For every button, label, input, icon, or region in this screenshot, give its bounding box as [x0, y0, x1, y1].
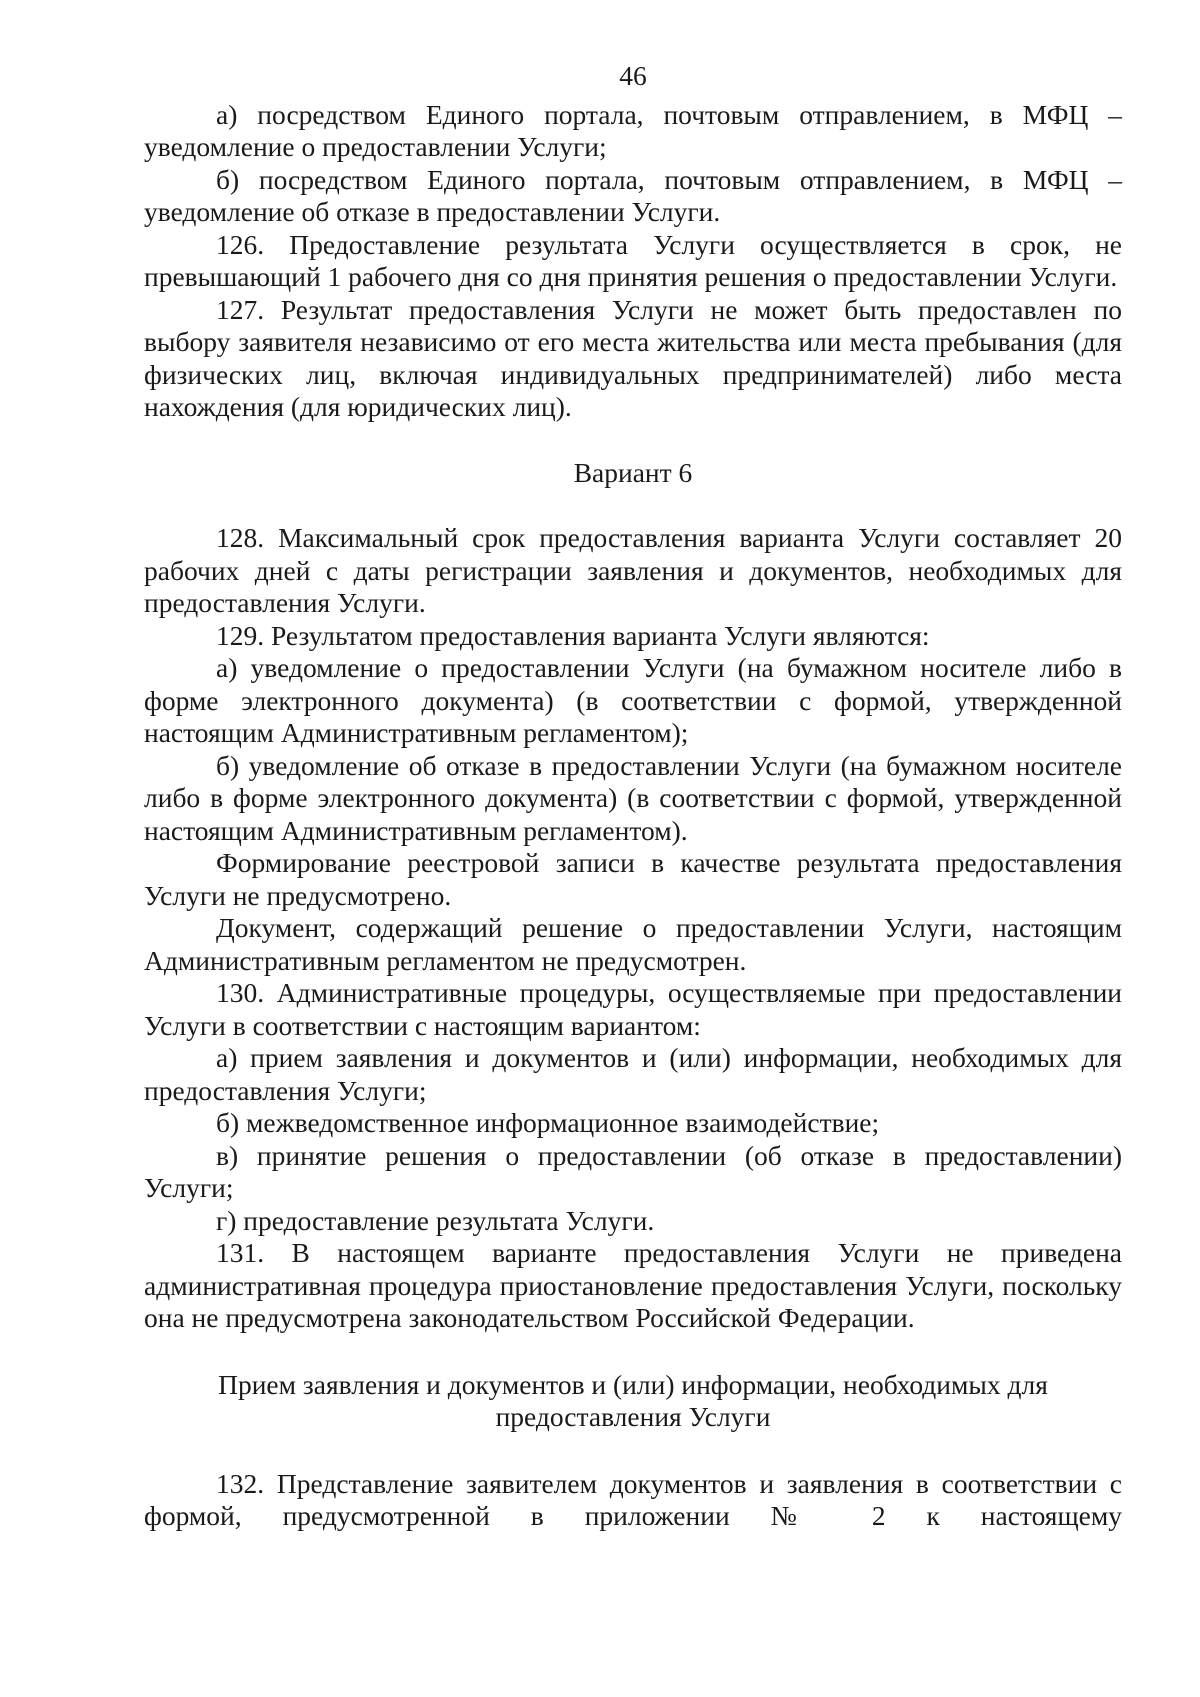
- paragraph-130-v: в) принятие решения о предоставлении (об отказе в предоставлении) Услуги;: [144, 1139, 1122, 1203]
- paragraph-130-g: г) предоставление результата Услуги.: [216, 1204, 655, 1236]
- document-page: [144, 60, 1122, 1533]
- paragraph-128: 128. Максимальный срок предоставления варианта Услуги составляет 20 рабочих дней с даты регистрации заявления и документов, необходимых для предоставления Услуги.: [144, 522, 1122, 618]
- page-number: 46: [619, 60, 647, 91]
- paragraph-127: 127. Результат предоставления Услуги не может быть предоставлен по выбору заявителя независимо от его места жительства или места пребывания (для физических лиц, включая индивидуальных предпринимателей) либо места нахождения (для юридических лиц).: [144, 293, 1122, 422]
- paragraph-a-notification: а) посредством Единого портала, почтовым отправлением, в МФЦ – уведомление о предоставлении Услуги;: [144, 98, 1122, 162]
- paragraph-129-b: б) уведомление об отказе в предоставлении Услуги (на бумажном носителе либо в форме электронного документа) (в соответствии с формой, утвержденной настоящим Административным регламентом).: [144, 749, 1122, 846]
- section-heading: Прием заявления и документов и (или) информации, необходимых для предоставления Услуги: [218, 1368, 1048, 1432]
- paragraph-126: 126. Предоставление результата Услуги осуществляется в срок, не превышающий 1 рабочего дня со дня принятия решения о предоставлении Услуги.: [144, 228, 1122, 292]
- paragraph-decision-document: Документ, содержащий решение о предоставлении Услуги, настоящим Административным регламентом не предусмотрен.: [144, 912, 1122, 976]
- paragraph-131: 131. В настоящем варианте предоставления Услуги не приведена административная процедура приостановление предоставления Услуги, поскольку она не предусмотрена законодательством Российской Федерации.: [144, 1237, 1122, 1333]
- paragraph-130-a: а) прием заявления и документов и (или) информации, необходимых для предоставления Услуги;: [144, 1042, 1122, 1106]
- paragraph-132: 132. Представление заявителем документов и заявления в соответствии с формой, предусмотренной в приложении № 2 к настоящему: [144, 1467, 1122, 1531]
- paragraph-130-b: б) межведомственное информационное взаимодействие;: [216, 1107, 880, 1138]
- paragraph-129-a: а) уведомление о предоставлении Услуги (на бумажном носителе либо в форме электронного документа) (в соответствии с формой, утвержденной настоящим Административным регламентом);: [144, 652, 1122, 748]
- variant-heading: Вариант 6: [573, 456, 693, 488]
- paragraph-b-refusal-notification: б) посредством Единого портала, почтовым отправлением, в МФЦ – уведомление об отказе в предоставлении Услуги.: [144, 163, 1122, 227]
- paragraph-130: 130. Административные процедуры, осуществляемые при предоставлении Услуги в соответствии с настоящим вариантом:: [144, 977, 1122, 1041]
- paragraph-registry-record: Формирование реестровой записи в качестве результата предоставления Услуги не предусмотрено.: [144, 847, 1122, 911]
- paragraph-129: 129. Результатом предоставления варианта Услуги являются:: [216, 619, 930, 651]
